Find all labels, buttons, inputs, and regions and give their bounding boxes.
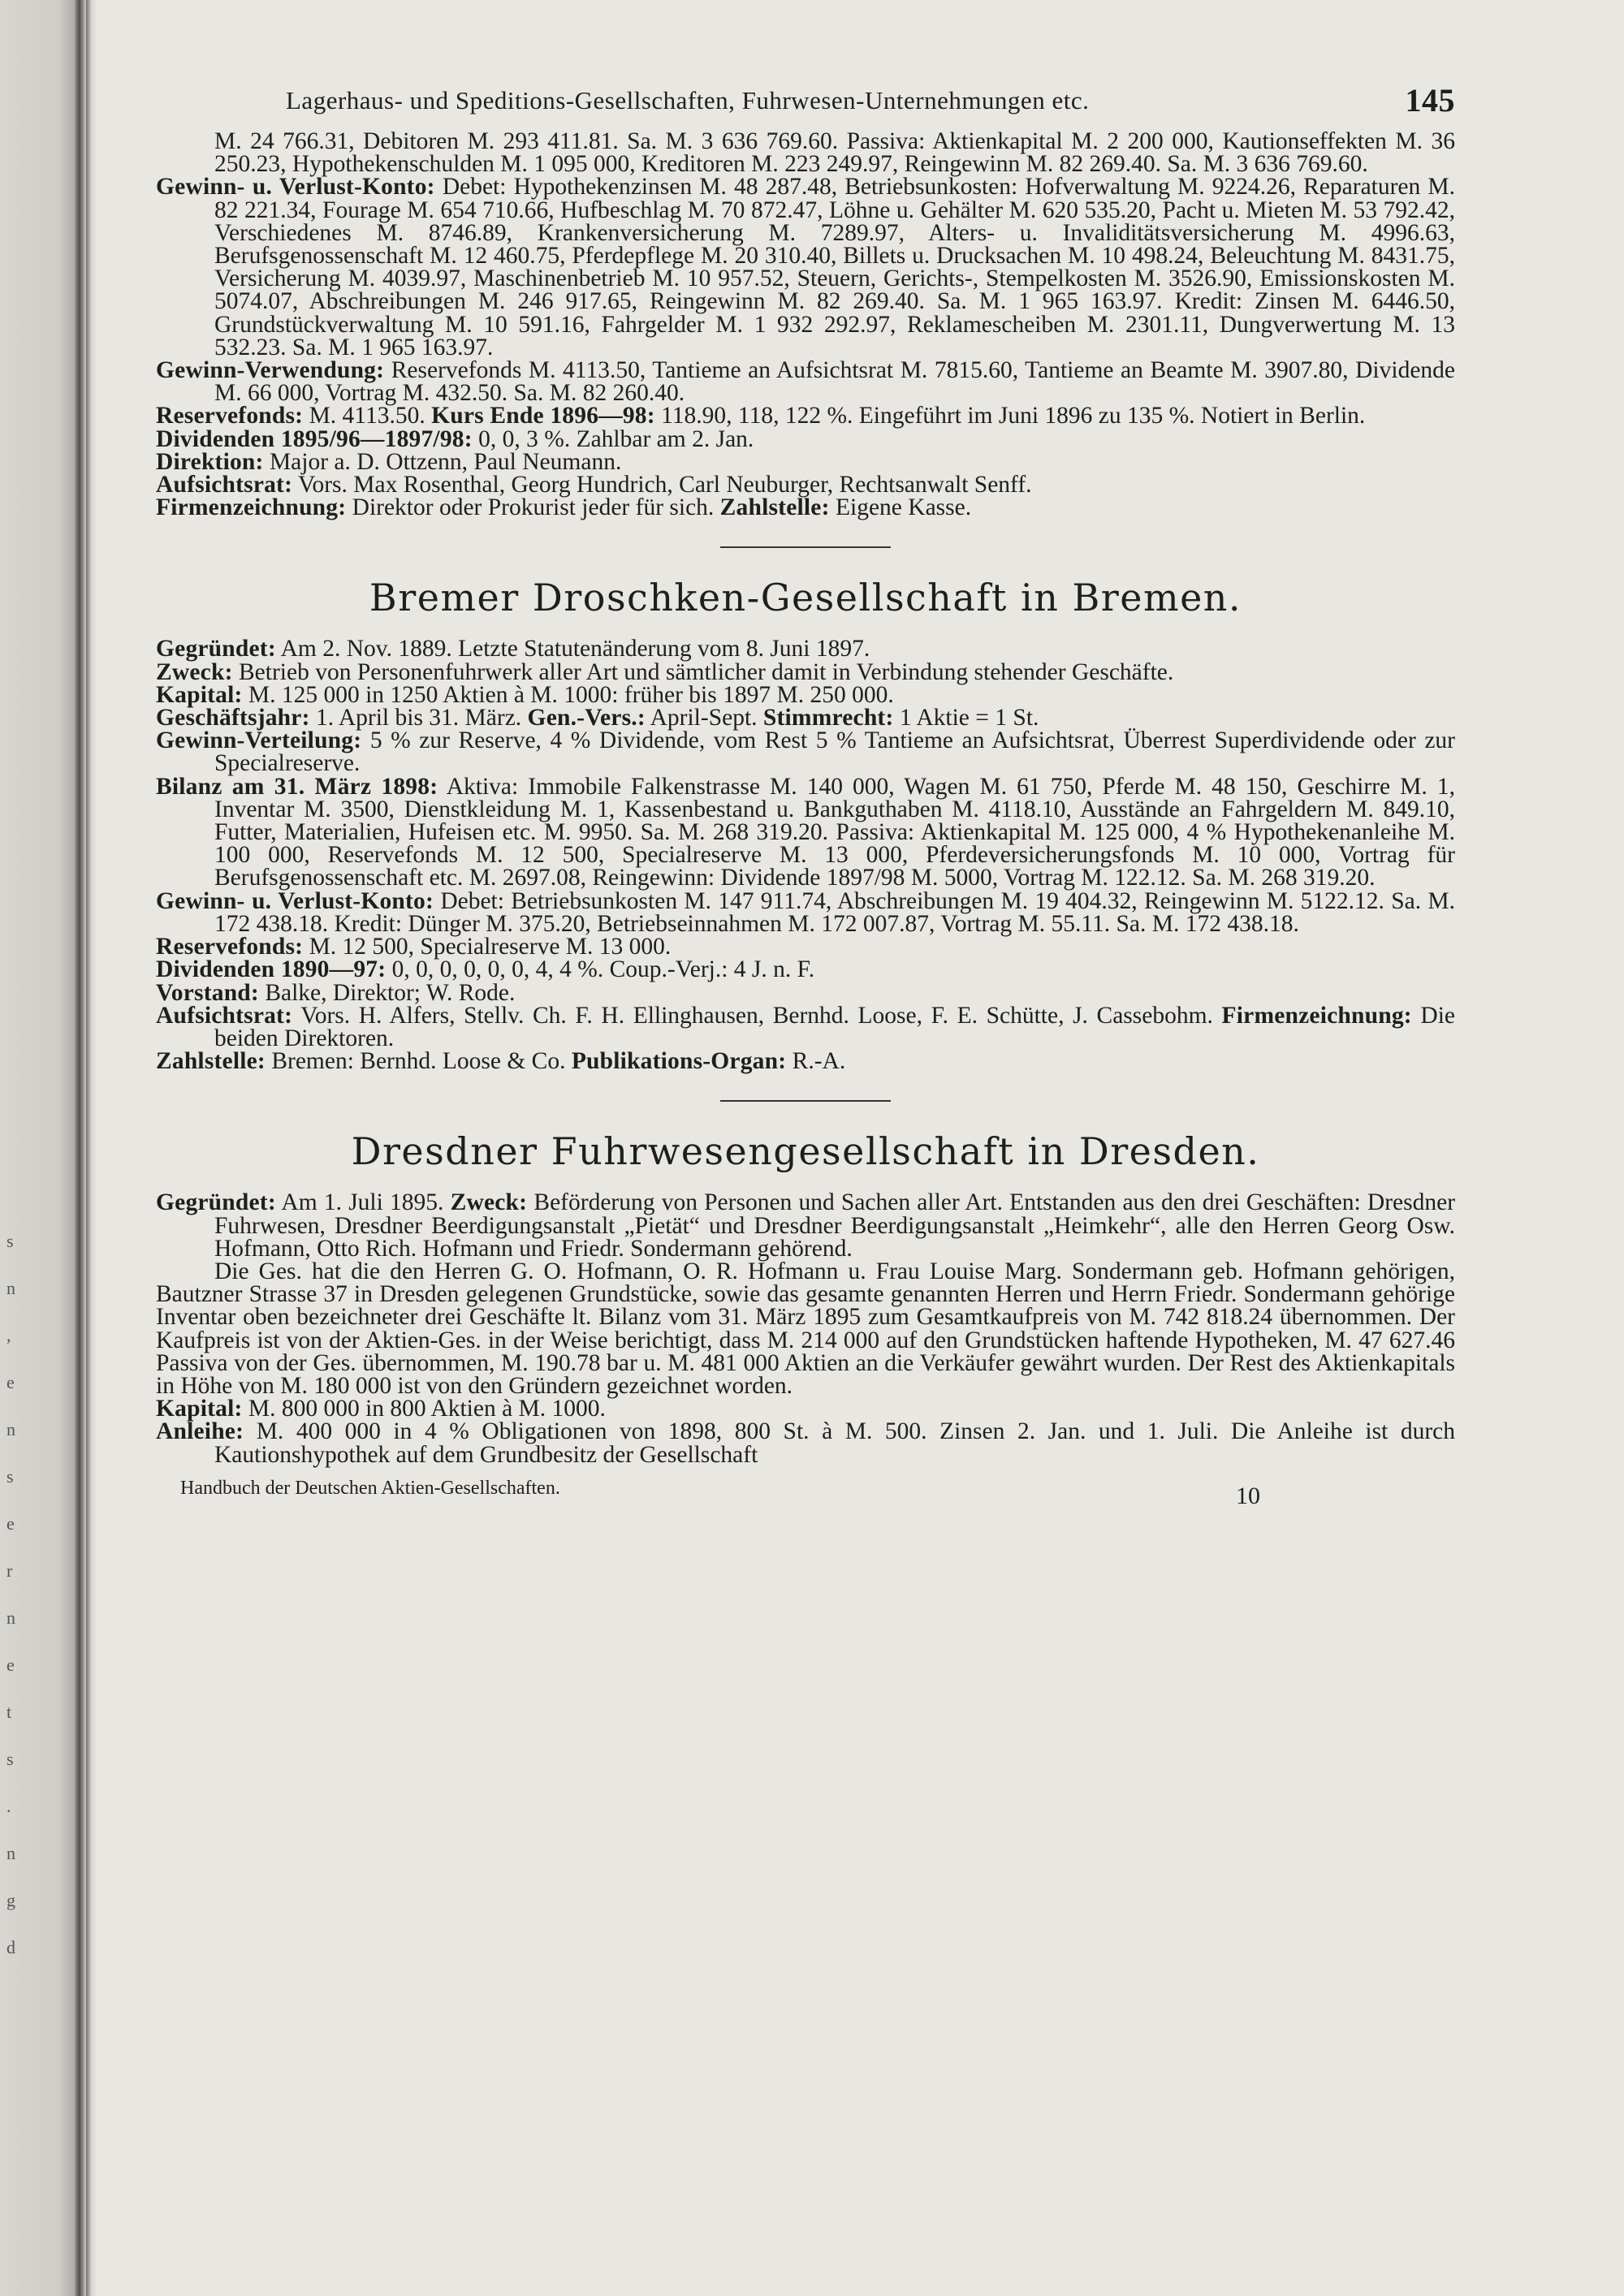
- zahlstelle-entry: [156, 1048, 1455, 1075]
- anleihe-entry: [156, 1418, 1456, 1468]
- dividenden-entry: [156, 958, 1455, 981]
- firmenzeichnung-label: Firmenzeichnung:: [1221, 1002, 1412, 1029]
- aufsichtsrat-text: Vors. Max Rosenthal, Georg Hundrich, Carl Neuburger, Rechtsanwalt Senff.: [297, 472, 1032, 498]
- reservefonds-text: M. 12 500, Specialreserve M. 13 000.: [309, 934, 672, 960]
- zweck-text: Beförderung von Personen und Sachen aller Art. Entstanden aus den drei Geschäften: Dresdner Fuhrwesen, Dresdner Beerdigungsanstalt „Pietät“ und Dresdner Beerdigungsanstalt „Heimkehr“, alle den Herren Georg Osw. Hofmann, Otto Rich. Hofmann und Friedr. Sondermann gehörend.: [214, 1189, 1456, 1262]
- direktion-entry: [156, 448, 1455, 475]
- margin-fragment: n: [6, 1843, 15, 1863]
- zweck-entry: [156, 658, 1455, 685]
- gewinn-verteilung-label: Gewinn-Verteilung:: [156, 727, 362, 754]
- kapital-label: Kapital:: [156, 1396, 243, 1422]
- zahlstelle-label: Zahlstelle:: [719, 494, 830, 521]
- gewinn-verwendung-text: Reservefonds M. 4113.50, Tantieme an Aufsichtsrat M. 7815.60, Tantieme an Beamte M. 3907.80, Dividende M. 66 000, Vortrag M. 432.50. Sa. M. 82 260.40.: [214, 357, 1456, 407]
- margin-fragment: ,: [6, 1325, 11, 1345]
- margin-fragment: r: [6, 1560, 13, 1581]
- kapital-entry: [156, 681, 1455, 708]
- anleihe-text: M. 400 000 in 4 % Obligationen von 1898, 800 St. à M. 500. Zinsen 2. Jan. und 1. Juli. Die Anleihe ist durch Kautionshypothek auf dem Grundbesitz der Gesellschaft: [214, 1418, 1456, 1468]
- gegruendet-label: Gegründet:: [156, 1189, 276, 1216]
- document-page: [156, 81, 1455, 1510]
- margin-fragment: e: [6, 1655, 15, 1675]
- running-head: [156, 81, 1455, 130]
- section-bremer-droschken: [156, 576, 1456, 1075]
- aufsichtsrat-label: Aufsichtsrat:: [156, 472, 293, 498]
- zahlstelle-text: Eigene Kasse.: [835, 494, 972, 521]
- signature-mark: 10: [1236, 1482, 1260, 1509]
- firmenzeichnung-label: Firmenzeichnung:: [156, 494, 347, 521]
- section-continuation: [156, 130, 1455, 519]
- dividenden-text: 0, 0, 3 %. Zahlbar am 2. Jan.: [478, 425, 754, 452]
- gewinn-verwendung-label: Gewinn-Verwendung:: [156, 357, 385, 384]
- kapital-text: M. 125 000 in 1250 Aktien à M. 1000: früher bis 1897 M. 250 000.: [248, 681, 894, 708]
- margin-fragment: e: [6, 1372, 15, 1392]
- company-title: Bremer Droschken-Gesellschaft in Bremen.: [369, 576, 1242, 620]
- history-paragraph: Die Ges. hat die den Herren G. O. Hofmann, O. R. Hofmann u. Frau Louise Marg. Sondermann geb. Hofmann gehörigen, Bautzner Strasse 37 in Dresden gelegenen Grundstücke, sowie das gesamte genannten Herren und Herrn Friedr. Sondermann gehörige Inventar oben bezeichneter drei Geschäfte lt. Bilanz vom 31. März 1895 zum Gesamtkaufpreis von M. 742 818.24 übernommen. Der Kaufpreis ist von der Aktien-Ges. in der Weise berichtigt, dass M. 214 000 auf den Grundstücken haftende Hypotheken, M. 47 627.46 Passiva von der Ges. übernommen, M. 190.78 bar u. M. 481 000 Aktien an die Verkäufer gewährt wurden. Der Rest des Aktienkapitals in Höhe von M. 180 000 ist von den Gründern gezeichnet worden.: [156, 1258, 1455, 1399]
- company-title: Dresdner Fuhrwesengesellschaft in Dresden.: [351, 1129, 1260, 1174]
- stimmrecht-text: 1 Aktie = 1 St.: [899, 705, 1039, 732]
- dividenden-entry: [156, 425, 1455, 452]
- running-head-title: Lagerhaus- und Speditions-Gesellschaften, Fuhrwesen-Unternehmungen etc.: [286, 86, 1090, 114]
- section-divider: [720, 546, 891, 548]
- gegruendet-text: Am 2. Nov. 1889. Letzte Statutenänderung vom 8. Juni 1897.: [280, 636, 870, 662]
- dividenden-label: Dividenden 1895/96—1897/98:: [156, 425, 473, 452]
- margin-fragment: s: [6, 1231, 14, 1251]
- zweck-label: Zweck:: [450, 1189, 528, 1216]
- gegruendet-entry: [156, 637, 1455, 660]
- dividenden-text: 0, 0, 0, 0, 0, 0, 4, 4 %. Coup.-Verj.: 4 J. n. F.: [391, 956, 815, 983]
- firmenzeichnung-text: Direktor oder Prokurist jeder für sich.: [352, 494, 715, 521]
- margin-fragment: n: [6, 1608, 15, 1628]
- firmenzeichnung-text: Die beiden Direktoren.: [214, 1002, 1456, 1051]
- kapital-label: Kapital:: [156, 681, 243, 708]
- margin-fragment: s: [6, 1749, 14, 1769]
- page-footer: [156, 1478, 1455, 1510]
- guv-label: Gewinn- u. Verlust-Konto:: [156, 174, 435, 201]
- publikations-organ-text: R.-A.: [792, 1048, 846, 1075]
- section-dresdner-fuhrwesen: [156, 1129, 1456, 1468]
- margin-fragment: n: [6, 1278, 15, 1298]
- aufsichtsrat-label: Aufsichtsrat:: [156, 1002, 293, 1029]
- margin-fragment: n: [6, 1419, 15, 1439]
- zahlstelle-text: Bremen: Bernhd. Loose & Co.: [271, 1048, 566, 1075]
- geschaeftsjahr-label: Geschäftsjahr:: [156, 705, 310, 732]
- bilanz-entry: [156, 775, 1455, 890]
- reserve-kurs-entry: [156, 404, 1455, 427]
- binding-shadow: [75, 0, 86, 2296]
- bilanz-text: Aktiva: Immobile Falkenstrasse M. 140 000, Wagen M. 61 750, Pferde M. 48 150, Geschirre M. 1, Inventar M. 3500, Dienstkleidung M. 1, Kassenbestand u. Bankguthaben M. 4118.10, Ausstände an Fahrgeldern M. 849.10, Futter, Materialien, Hufeisen etc. M. 9950. Sa. M. 268 319.20. Passiva: Aktienkapital M. 125 000, 4 % Hypothekenanleihe M. 100 000, Reservefonds M. 12 500, Specialreserve M. 13 000, Pferdeversicherungsfonds M. 10 000, Vortrag für Berufsgenossenschaft etc. M. 2697.08, Reingewinn: Dividende 1897/98 M. 5000, Vortrag M. 122.12. Sa. M. 268 319.20.: [214, 773, 1455, 891]
- aufsichtsrat-entry: [156, 1004, 1455, 1050]
- guv-entry: [156, 887, 1455, 937]
- genvers-label: Gen.-Vers.:: [527, 705, 646, 732]
- kapital-text: M. 800 000 in 800 Aktien à M. 1000.: [248, 1396, 606, 1422]
- guv-label: Gewinn- u. Verlust-Konto:: [156, 887, 434, 914]
- firmenzeichnung-entry: [156, 496, 1455, 519]
- reservefonds-label: Reservefonds:: [156, 934, 304, 960]
- guv-text: Debet: Hypothekenzinsen M. 48 287.48, Betriebsunkosten: Hofverwaltung M. 9224.26, Reparaturen M. 82 221.34, Fourage M. 654 710.66, Hufbeschlag M. 70 872.47, Löhne u. Gehälter M. 620 535.20, Pacht u. Mieten M. 53 792.42, Verschiedenes M. 8746.89, Krankenversicherung M. 7289.97, Alters- u. Invaliditätsversicherung M. 4996.63, Berufsgenossenschaft M. 12 460.75, Pferdepflege M. 20 310.40, Billets u. Drucksachen M. 10 498.24, Beleuchtung M. 8431.75, Versicherung M. 4039.97, Maschinenbetrieb M. 10 957.52, Steuern, Gerichts-, Stempelkosten M. 3526.90, Emissionskosten M. 5074.07, Abschreibungen M. 246 917.65, Reingewinn M. 82 269.40. Sa. M. 1 965 163.97. Kredit: Zinsen M. 6446.50, Grundstückverwaltung M. 10 591.16, Fahrgelder M. 1 932 292.97, Reklamescheiben M. 2301.11, Dungverwertung M. 13 532.23. Sa. M. 1 965 163.97.: [214, 174, 1455, 360]
- gewinn-verwendung-entry: [156, 357, 1456, 407]
- vorstand-text: Balke, Direktor; W. Rode.: [265, 979, 516, 1006]
- bilanz-continuation: M. 24 766.31, Debitoren M. 293 411.81. Sa. M. 3 636 769.60. Passiva: Aktienkapital M. 2 200 000, Kautionseffekten M. 36 250.23, Hypothekenschulden M. 1 095 000, Kreditoren M. 223 249.97, Reingewinn M. 82 269.40. Sa. M. 3 636 769.60.: [214, 128, 1455, 178]
- footer-book-title: Handbuch der Deutschen Aktien-Gesellschaften.: [180, 1477, 560, 1499]
- zweck-label: Zweck:: [156, 658, 233, 685]
- gegruendet-zweck-entry: [156, 1191, 1455, 1260]
- genvers-text: April-Sept.: [650, 705, 758, 732]
- margin-fragment: d: [6, 1937, 15, 1957]
- aufsichtsrat-entry: [156, 473, 1455, 496]
- direktion-label: Direktion:: [156, 448, 264, 475]
- dividenden-label: Dividenden 1890—97:: [156, 956, 387, 983]
- margin-fragment: s: [6, 1466, 14, 1487]
- margin-fragment: .: [6, 1796, 11, 1816]
- geschaeftsjahr-entry: [156, 705, 1455, 732]
- gewinn-verteilung-text: 5 % zur Reserve, 4 % Dividende, vom Rest 5 % Tantieme an Aufsichtsrat, Überrest Superdividende oder zur Specialreserve.: [214, 727, 1456, 777]
- vorstand-label: Vorstand:: [156, 979, 259, 1006]
- section-divider: [720, 1100, 891, 1102]
- reserve-text: M. 4113.50.: [309, 403, 425, 429]
- margin-fragment: g: [6, 1890, 15, 1910]
- kurs-label: Kurs Ende 1896—98:: [431, 403, 655, 429]
- guv-entry: [156, 175, 1455, 359]
- stimmrecht-label: Stimmrecht:: [762, 705, 894, 732]
- bilanz-label: Bilanz am 31. März 1898:: [156, 773, 438, 800]
- margin-fragment: e: [6, 1513, 15, 1534]
- reservefonds-entry: [156, 935, 1455, 958]
- gewinn-verteilung-entry: [156, 729, 1455, 775]
- publikations-organ-label: Publikations-Organ:: [571, 1048, 787, 1075]
- gegruendet-label: Gegründet:: [156, 636, 276, 662]
- opposite-page-margin-fragments: [6, 1218, 39, 1971]
- geschaeftsjahr-text: 1. April bis 31. März.: [315, 705, 522, 732]
- reserve-label: Reservefonds:: [156, 403, 304, 429]
- kapital-entry: [156, 1397, 1455, 1420]
- page-number: 145: [1405, 82, 1455, 119]
- kurs-text: 118.90, 118, 122 %. Eingeführt im Juni 1896 zu 135 %. Notiert in Berlin.: [661, 403, 1366, 429]
- gegruendet-text: Am 1. Juli 1895.: [281, 1189, 444, 1216]
- guv-text: Debet: Betriebsunkosten M. 147 911.74, Abschreibungen M. 19 404.32, Reingewinn M. 5122.12. Sa. M. 172 438.18. Kredit: Dünger M. 375.20, Betriebseinnahmen M. 172 007.87, Vortrag M. 55.11. Sa. M. 172 438.18.: [214, 887, 1455, 937]
- margin-fragment: t: [6, 1702, 12, 1722]
- zahlstelle-label: Zahlstelle:: [156, 1048, 266, 1075]
- zweck-text: Betrieb von Personenfuhrwerk aller Art und sämtlicher damit in Verbindung stehender Geschäfte.: [238, 658, 1174, 685]
- vorstand-entry: [156, 979, 1455, 1006]
- anleihe-label: Anleihe:: [156, 1418, 244, 1445]
- direktion-text: Major a. D. Ottzenn, Paul Neumann.: [269, 448, 622, 475]
- aufsichtsrat-text: Vors. H. Alfers, Stellv. Ch. F. H. Ellinghausen, Bernhd. Loose, F. E. Schütte, J. Cassebohm.: [300, 1002, 1213, 1029]
